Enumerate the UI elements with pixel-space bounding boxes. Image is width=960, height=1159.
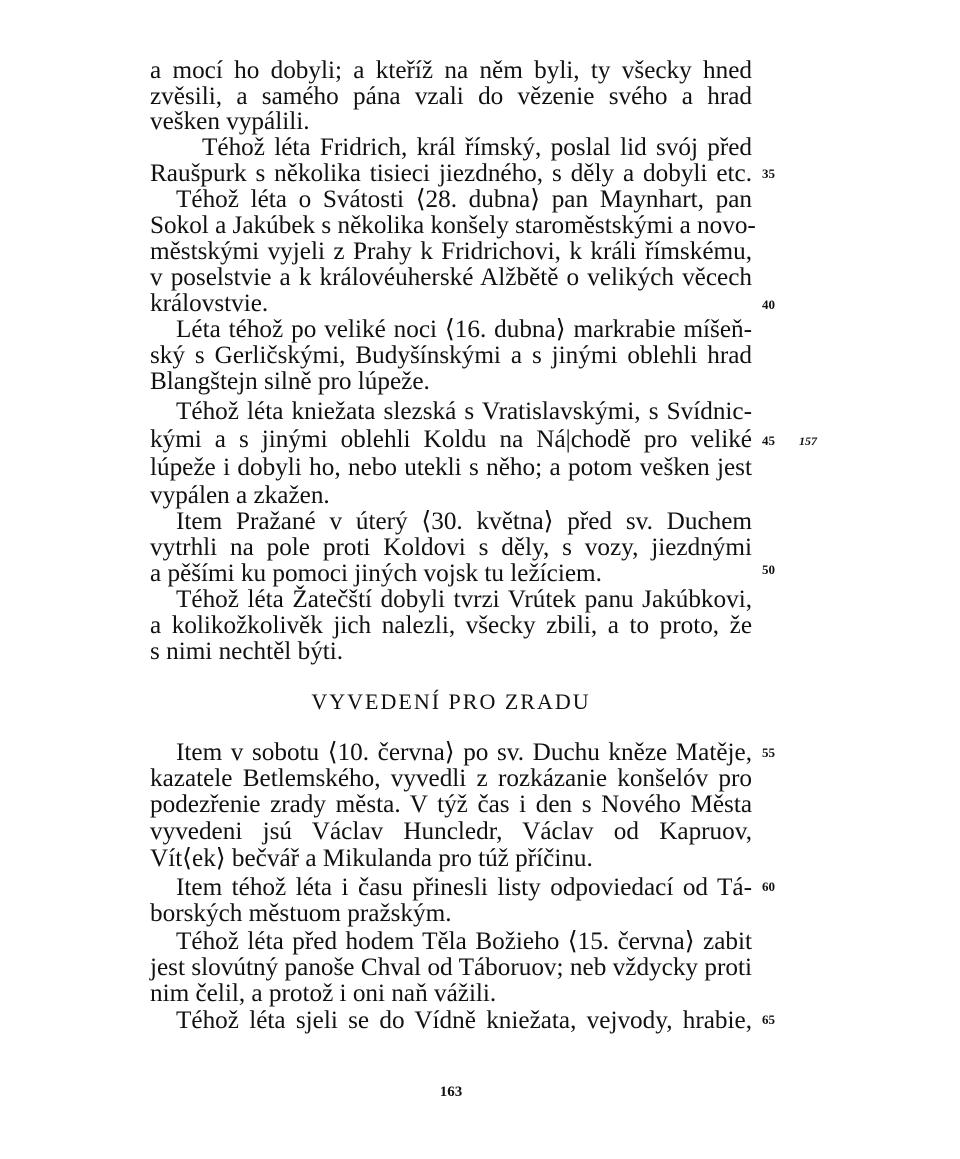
text-line: Téhož léta před hodem Těla Božieho ⟨15. června⟩ zabit <box>176 928 752 955</box>
text-line: ský s Gerličskými, Budyšínskými a s jinými oblehli hrad <box>150 342 752 369</box>
margin-page-number: 157 <box>799 434 817 448</box>
line-number: 45 <box>762 433 775 448</box>
text-line: nim čelil, a protož i oni naň vážili. <box>150 980 497 1007</box>
text-line: Vít⟨ek⟩ bečvář a Mikulanda pro túž příčinu. <box>150 845 593 872</box>
text-line: Téhož léta sjeli se do Vídně kniežata, vejvody, hrabie, <box>176 1007 752 1034</box>
text-line: Item téhož léta i času přinesli listy odpoviedací od Tá- <box>176 874 752 901</box>
text-line: zvěsili, a samého pána vzali do vězenie svého a hrad <box>150 83 752 110</box>
line-number: 65 <box>762 1012 775 1027</box>
line-number: 35 <box>762 166 775 181</box>
text-line: a kolikožkolivěk jich nalezli, všecky zbili, a to proto, že <box>150 612 752 639</box>
text-line: kými a s jinými oblehli Koldu na Ná|chodě pro veliké <box>150 426 752 453</box>
text-line: s nimi nechtěl býti. <box>150 638 344 665</box>
text-line: královstvie. <box>150 290 269 317</box>
line-number: 55 <box>762 745 775 760</box>
text-line: Sokol a Jakúbek s několika konšely staroměstskými a novo- <box>150 212 756 239</box>
line-number: 40 <box>762 297 775 312</box>
text-line: jest slovútný panoše Chval od Táboruov; neb vždycky proti <box>150 954 752 981</box>
text-line: podezřenie zrady města. V týž čas i den s Nového Města <box>150 791 752 818</box>
text-line: městskými vyjeli z Prahy k Fridrichovi, k králi římskému, <box>150 238 752 265</box>
text-line: vyvedeni jsú Václav Huncledr, Václav od Kapruov, <box>150 818 752 845</box>
text-line: a pěšími ku pomoci jiných vojsk tu ležíciem. <box>150 560 602 587</box>
text-line: borských městuom pražským. <box>150 900 452 927</box>
text-line: Raušpurk s několika tisieci jiezdného, s děly a dobyli etc. <box>150 160 752 187</box>
text-line: vytrhli na pole proti Koldovi s děly, s vozy, jiezdnými <box>150 534 752 561</box>
text-line: Léta téhož po veliké noci ⟨16. dubna⟩ markrabie míšeň- <box>176 316 752 343</box>
text-line: Téhož léta Žatečští dobyli tvrzi Vrútek panu Jakúbkovi, <box>176 586 752 613</box>
section-heading: VYVEDENÍ PRO ZRADU <box>311 689 591 714</box>
text-line: vypálen a zkažen. <box>150 482 330 509</box>
text-line: kazatele Betlemského, vyvedli z rozkázanie konšelóv pro <box>150 765 752 792</box>
text-line: Item v sobotu ⟨10. června⟩ po sv. Duchu kněze Matěje, <box>176 739 752 766</box>
page-number: 163 <box>439 1084 463 1100</box>
text-line: Téhož léta o Svátosti ⟨28. dubna⟩ pan Maynhart, pan <box>176 186 752 213</box>
text-line: Téhož léta Fridrich, král římský, poslal lid svój před <box>202 134 752 161</box>
line-number: 50 <box>762 562 775 577</box>
text-line: a mocí ho dobyli; a kteříž na něm byli, ty všecky hned <box>150 57 752 84</box>
line-number: 60 <box>762 879 775 894</box>
text-line: Téhož léta kniežata slezská s Vratislavskými, s Svídnic- <box>176 398 752 425</box>
text-line: vešken vypálili. <box>150 108 310 135</box>
text-line: v poselstvie a k královéuherské Alžbětě o velikých věcech <box>150 264 752 291</box>
text-line: lúpeže i dobyli ho, nebo utekli s něho; a potom vešken jest <box>150 454 752 481</box>
text-line: Blangštejn silně pro lúpeže. <box>150 368 430 395</box>
text-line: Item Pražané v úterý ⟨30. května⟩ před sv. Duchem <box>176 508 752 535</box>
